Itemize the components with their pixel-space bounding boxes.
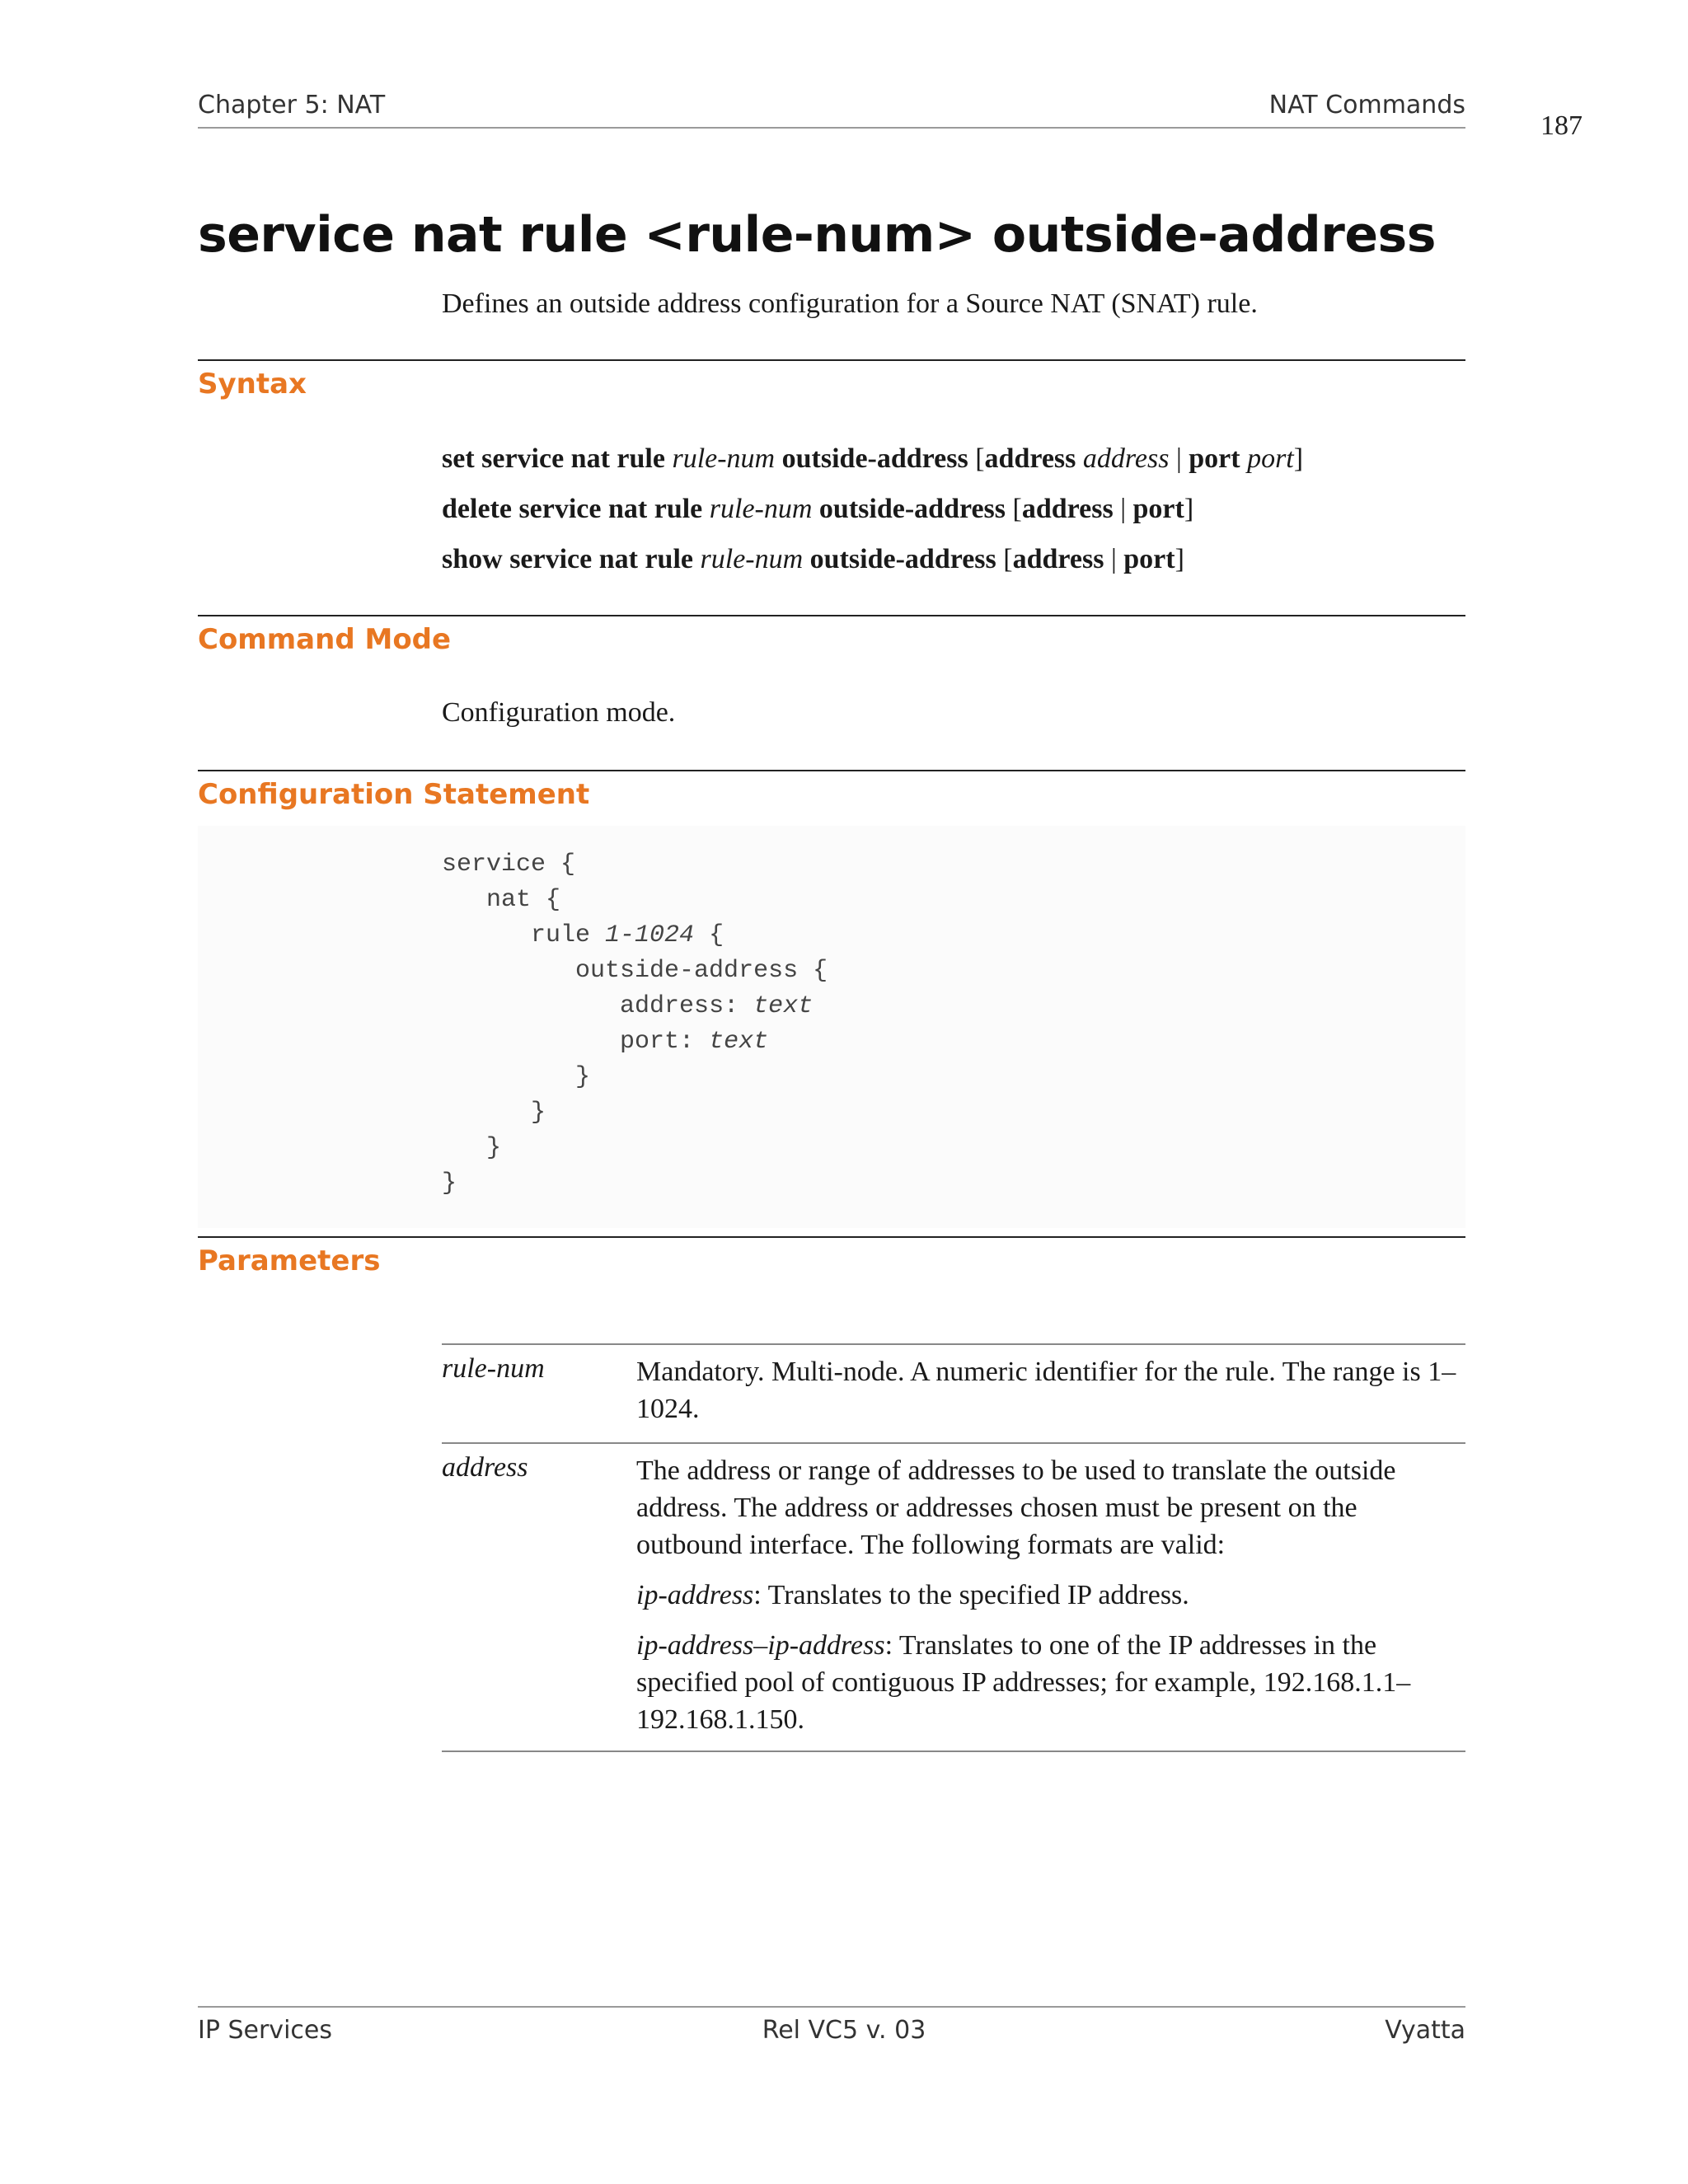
- syntax-keyword: port: [1189, 443, 1240, 474]
- code-token: rule: [531, 921, 606, 949]
- syntax-bracket: [: [1012, 494, 1022, 524]
- syntax-keyword: port: [1132, 494, 1184, 524]
- syntax-keyword: outside-address: [818, 494, 1006, 524]
- command-mode-text: Configuration mode.: [442, 697, 676, 728]
- format-term: ip-address–ip-address: [636, 1630, 885, 1661]
- syntax-keyword: address: [984, 443, 1076, 474]
- format-term: ip-address: [636, 1580, 754, 1610]
- parameter-description: [636, 1353, 1461, 1441]
- header-divider: [198, 127, 1465, 129]
- code-argument: text: [753, 992, 814, 1020]
- code-token: address:: [620, 992, 754, 1020]
- code-block-background: [198, 826, 1465, 1228]
- syntax-argument: address: [1082, 443, 1170, 474]
- command-description: Defines an outside address configuration for a Source NAT (SNAT) rule.: [442, 288, 1258, 319]
- section-divider: [198, 1236, 1465, 1238]
- format-text: : Translates to the specified IP address.: [753, 1580, 1189, 1610]
- configuration-code-block: [442, 847, 828, 1202]
- syntax-keyword: address: [1021, 494, 1114, 524]
- footer-left: IP Services: [198, 2016, 332, 2045]
- parameter-description: [636, 1452, 1461, 1751]
- section-heading-configuration-statement: Configuration Statement: [198, 778, 590, 811]
- syntax-argument: port: [1247, 443, 1294, 474]
- code-line: nat {: [486, 886, 561, 914]
- page-title: service nat rule <rule-num> outside-address: [198, 206, 1436, 264]
- parameter-description-text: The address or range of addresses to be used to translate the outside address. The address or addresses chosen must be present on the outbound interface. The following formats are valid:: [636, 1455, 1396, 1560]
- code-line: outside-address {: [575, 957, 828, 985]
- syntax-keyword: outside-address: [809, 544, 996, 574]
- parameter-name: address: [442, 1452, 528, 1483]
- syntax-bracket: ]: [1184, 494, 1194, 524]
- syntax-keyword: set service nat rule: [442, 443, 665, 474]
- footer-right: Vyatta: [1385, 2016, 1465, 2045]
- syntax-bracket: [: [1003, 544, 1013, 574]
- syntax-show-line: [442, 544, 1184, 575]
- syntax-separator: |: [1110, 544, 1117, 574]
- running-header-section: NAT Commands: [1268, 91, 1465, 120]
- footer-divider: [198, 2006, 1465, 2008]
- code-argument: 1-1024: [605, 921, 695, 949]
- section-heading-syntax: Syntax: [198, 368, 307, 401]
- section-divider: [198, 615, 1465, 616]
- syntax-separator: |: [1175, 443, 1182, 474]
- code-argument: text: [709, 1028, 769, 1056]
- syntax-keyword: delete service nat rule: [442, 494, 703, 524]
- code-token: {: [694, 921, 724, 949]
- table-rule: [442, 1343, 1465, 1345]
- parameter-format: [636, 1577, 1461, 1614]
- table-rule: [442, 1750, 1465, 1752]
- syntax-separator: |: [1120, 494, 1127, 524]
- syntax-keyword: address: [1012, 544, 1104, 574]
- section-heading-parameters: Parameters: [198, 1244, 381, 1277]
- syntax-argument: rule-num: [700, 544, 804, 574]
- parameter-format: [636, 1627, 1461, 1738]
- code-token: port:: [620, 1028, 710, 1056]
- syntax-keyword: port: [1123, 544, 1175, 574]
- syntax-set-line: [442, 443, 1303, 475]
- section-heading-command-mode: Command Mode: [198, 623, 452, 656]
- page-number: 187: [1540, 110, 1582, 141]
- syntax-keyword: show service nat rule: [442, 544, 694, 574]
- running-header-chapter: Chapter 5: NAT: [198, 91, 386, 120]
- footer-center: Rel VC5 v. 03: [762, 2016, 926, 2045]
- syntax-bracket: ]: [1293, 443, 1304, 474]
- code-line: }: [486, 1134, 502, 1162]
- syntax-bracket: [: [975, 443, 985, 474]
- code-line: }: [442, 1169, 457, 1197]
- section-divider: [198, 359, 1465, 361]
- format-text: : Translates to one of the IP addresses in the specified pool of contiguous IP addresses; for example, 192.168.1.1–192.168.1.150.: [636, 1630, 1411, 1735]
- section-divider: [198, 770, 1465, 771]
- table-rule: [442, 1442, 1465, 1444]
- code-line: }: [575, 1063, 591, 1091]
- syntax-argument: rule-num: [709, 494, 813, 524]
- parameter-description-text: Mandatory. Multi-node. A numeric identifier for the rule. The range is 1–1024.: [636, 1357, 1456, 1424]
- syntax-delete-line: [442, 494, 1193, 525]
- syntax-argument: rule-num: [672, 443, 776, 474]
- code-line: service {: [442, 851, 576, 879]
- code-line: }: [531, 1099, 546, 1127]
- syntax-bracket: ]: [1175, 544, 1184, 574]
- parameter-name: rule-num: [442, 1353, 545, 1384]
- syntax-keyword: outside-address: [781, 443, 968, 474]
